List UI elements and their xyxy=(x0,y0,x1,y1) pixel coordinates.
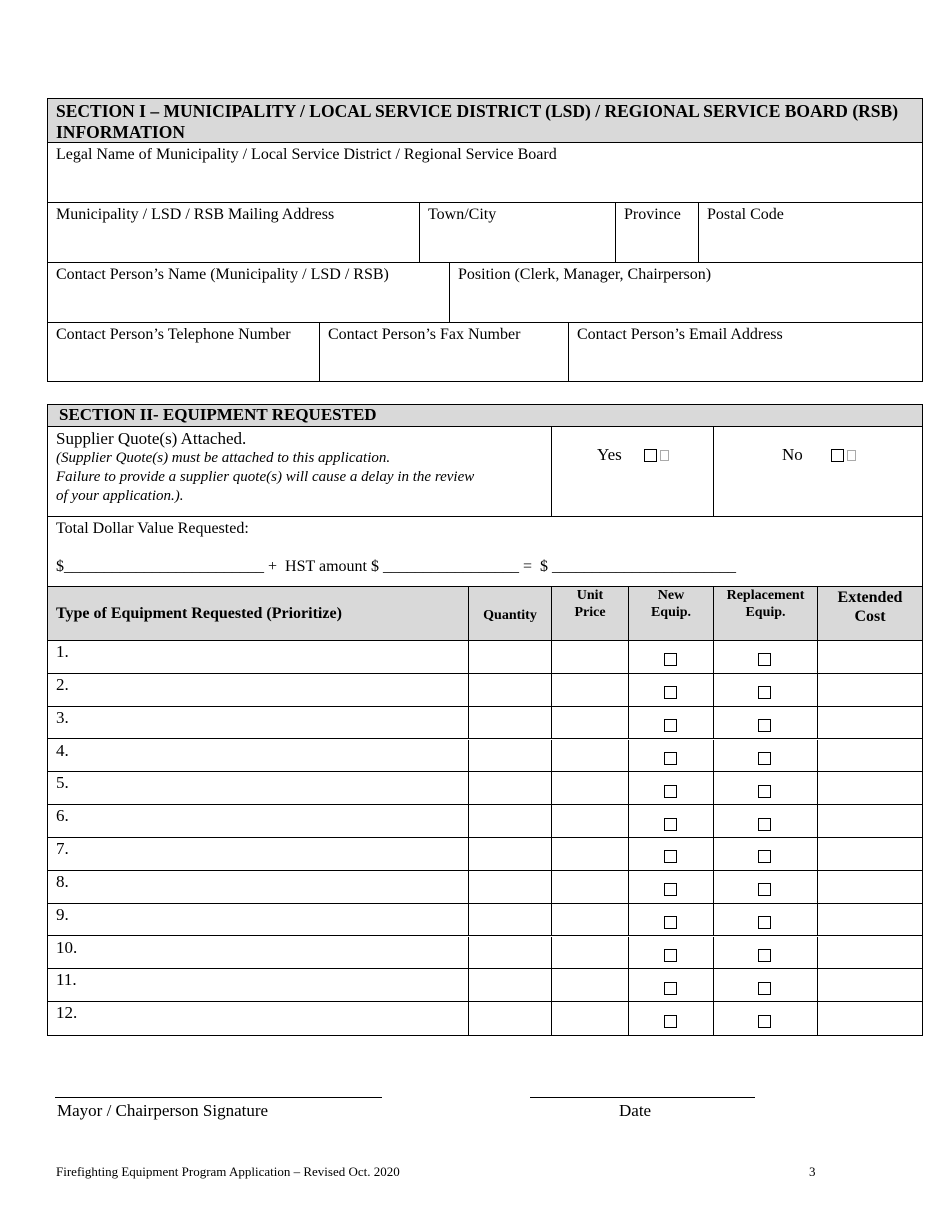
total-value-label: Total Dollar Value Requested: xyxy=(56,520,249,537)
row-quantity-cell[interactable] xyxy=(469,641,552,674)
col-unit-label-1: Unit xyxy=(576,588,604,603)
table-row xyxy=(48,805,922,838)
row-number: 7. xyxy=(56,839,69,858)
contact-name-label: Contact Person’s Name (Municipality / LSD / RSB) xyxy=(56,266,389,283)
new-equip-checkbox[interactable] xyxy=(664,653,677,666)
signature-line[interactable] xyxy=(55,1097,382,1098)
col-quantity-label: Quantity xyxy=(483,608,537,623)
postal-code-label: Postal Code xyxy=(707,206,784,223)
row-number: 9. xyxy=(56,904,69,924)
row-quantity-cell[interactable] xyxy=(469,772,552,805)
mailing-address-label: Municipality / LSD / RSB Mailing Address xyxy=(56,206,335,223)
row-quantity-cell[interactable] xyxy=(469,674,552,707)
row-type-cell[interactable] xyxy=(48,805,469,838)
row-new-equip-cell[interactable] xyxy=(629,904,714,937)
col-extended-cost-header xyxy=(818,587,922,641)
row-replacement-cell[interactable] xyxy=(714,1002,818,1035)
position-label: Position (Clerk, Manager, Chairperson) xyxy=(458,266,712,283)
row-type-cell[interactable] xyxy=(48,1002,469,1035)
legal-name-label: Legal Name of Municipality / Local Service District / Regional Service Board xyxy=(56,146,557,163)
equipment-rows xyxy=(48,641,922,1035)
replacement-checkbox[interactable] xyxy=(758,752,771,765)
row-number: 6. xyxy=(56,806,69,826)
replacement-checkbox[interactable] xyxy=(758,850,771,863)
table-row xyxy=(48,740,922,773)
row-unit-price-cell[interactable] xyxy=(552,937,629,970)
section2-table xyxy=(47,404,923,1036)
replacement-checkbox[interactable] xyxy=(758,653,771,666)
replacement-checkbox[interactable] xyxy=(758,1015,771,1028)
replacement-checkbox[interactable] xyxy=(758,686,771,699)
row-new-equip-cell[interactable] xyxy=(629,805,714,838)
legal-name-field[interactable] xyxy=(48,143,922,203)
no-label: No xyxy=(782,445,803,464)
table-row xyxy=(48,674,922,707)
replacement-checkbox[interactable] xyxy=(758,883,771,896)
yes-checkbox[interactable] xyxy=(644,449,657,462)
col-ext-label-2: Cost xyxy=(854,608,886,625)
table-row xyxy=(48,871,922,904)
row-extended-cost-cell[interactable] xyxy=(818,707,922,740)
col-repl-label-1: Replacement xyxy=(726,588,805,603)
province-label: Province xyxy=(624,206,681,223)
replacement-checkbox[interactable] xyxy=(758,982,771,995)
row-extended-cost-cell[interactable] xyxy=(818,740,922,773)
col-repl-label-2: Equip. xyxy=(745,605,786,620)
date-label: Date xyxy=(619,1101,652,1120)
new-equip-checkbox[interactable] xyxy=(664,850,677,863)
row-quantity-cell[interactable] xyxy=(469,838,552,871)
row-replacement-cell[interactable] xyxy=(714,937,818,970)
row-number: 4. xyxy=(56,740,69,760)
row-type-cell[interactable] xyxy=(48,740,469,773)
row-unit-price-cell[interactable] xyxy=(552,904,629,937)
new-equip-checkbox[interactable] xyxy=(664,719,677,732)
row-quantity-cell[interactable] xyxy=(469,805,552,838)
email-label: Contact Person’s Email Address xyxy=(577,326,783,343)
table-row xyxy=(48,904,922,937)
row-unit-price-cell[interactable] xyxy=(552,838,629,871)
table-row xyxy=(48,838,922,871)
row-extended-cost-cell[interactable] xyxy=(818,937,922,970)
row-quantity-cell[interactable] xyxy=(469,937,552,970)
replacement-checkbox[interactable] xyxy=(758,949,771,962)
position-field[interactable] xyxy=(450,263,922,323)
replacement-checkbox[interactable] xyxy=(758,916,771,929)
row-number: 1. xyxy=(56,642,69,661)
section1-title: SECTION I – MUNICIPALITY / LOCAL SERVICE DISTRICT (LSD) / REGIONAL SERVICE BOARD (RSB) INFORMATION xyxy=(56,101,899,142)
row-number: 11. xyxy=(56,970,77,990)
col-type-label: Type of Equipment Requested (Prioritize) xyxy=(56,604,342,622)
table-row xyxy=(48,937,922,970)
new-equip-checkbox[interactable] xyxy=(664,818,677,831)
date-line[interactable] xyxy=(530,1097,755,1098)
row-new-equip-cell[interactable] xyxy=(629,838,714,871)
col-unit-label-2: Price xyxy=(574,605,606,620)
new-equip-checkbox[interactable] xyxy=(664,883,677,896)
col-quantity-header xyxy=(469,587,552,641)
row-number: 3. xyxy=(56,707,69,727)
replacement-checkbox[interactable] xyxy=(758,785,771,798)
row-unit-price-cell[interactable] xyxy=(552,674,629,707)
postal-code-field[interactable] xyxy=(699,203,922,263)
row-extended-cost-cell[interactable] xyxy=(818,871,922,904)
supplier-quote-label: Supplier Quote(s) Attached. xyxy=(56,429,247,448)
no-checkbox-glyph xyxy=(847,450,856,461)
footer-text: Firefighting Equipment Program Application – Revised Oct. 2020 xyxy=(56,1164,400,1179)
row-quantity-cell[interactable] xyxy=(469,904,552,937)
row-new-equip-cell[interactable] xyxy=(629,1002,714,1035)
row-extended-cost-cell[interactable] xyxy=(818,838,922,871)
new-equip-checkbox[interactable] xyxy=(664,916,677,929)
row-replacement-cell[interactable] xyxy=(714,969,818,1002)
no-checkbox[interactable] xyxy=(831,449,844,462)
row-new-equip-cell[interactable] xyxy=(629,937,714,970)
yes-label: Yes xyxy=(597,445,622,464)
row-unit-price-cell[interactable] xyxy=(552,707,629,740)
phone-label: Contact Person’s Telephone Number xyxy=(56,326,291,343)
row-replacement-cell[interactable] xyxy=(714,772,818,805)
row-replacement-cell[interactable] xyxy=(714,838,818,871)
total-value-line[interactable]: $_________________________ + HST amount $ _________________ = $ _______________________ xyxy=(56,558,736,575)
col-new-equip-header xyxy=(629,587,714,641)
row-number: 10. xyxy=(56,937,78,957)
supplier-quote-note-3: of your application.). xyxy=(56,488,184,504)
row-new-equip-cell[interactable] xyxy=(629,772,714,805)
table-row xyxy=(48,772,922,805)
total-value-cell xyxy=(48,517,922,587)
contact-name-field[interactable] xyxy=(48,263,450,323)
row-replacement-cell[interactable] xyxy=(714,740,818,773)
row-unit-price-cell[interactable] xyxy=(552,772,629,805)
row-unit-price-cell[interactable] xyxy=(552,1002,629,1035)
row-type-cell[interactable] xyxy=(48,969,469,1002)
row-extended-cost-cell[interactable] xyxy=(818,904,922,937)
row-type-cell[interactable] xyxy=(48,904,469,937)
col-new-label-1: New xyxy=(657,588,685,603)
row-unit-price-cell[interactable] xyxy=(552,805,629,838)
row-number: 2. xyxy=(56,674,69,694)
replacement-checkbox[interactable] xyxy=(758,818,771,831)
row-unit-price-cell[interactable] xyxy=(552,740,629,773)
replacement-checkbox[interactable] xyxy=(758,719,771,732)
row-extended-cost-cell[interactable] xyxy=(818,641,922,674)
section1-header xyxy=(48,99,922,143)
row-number: 5. xyxy=(56,773,69,793)
row-type-cell[interactable] xyxy=(48,674,469,707)
page-number: 3 xyxy=(809,1164,816,1179)
row-type-cell[interactable] xyxy=(48,937,469,970)
row-new-equip-cell[interactable] xyxy=(629,707,714,740)
table-row xyxy=(48,1002,922,1035)
row-new-equip-cell[interactable] xyxy=(629,674,714,707)
supplier-quote-note-1: (Supplier Quote(s) must be attached to this application. xyxy=(56,450,391,466)
table-row xyxy=(48,707,922,740)
email-field[interactable] xyxy=(569,323,922,381)
row-type-cell[interactable] xyxy=(48,641,469,674)
row-new-equip-cell[interactable] xyxy=(629,641,714,674)
row-replacement-cell[interactable] xyxy=(714,904,818,937)
table-row xyxy=(48,969,922,1002)
row-type-cell[interactable] xyxy=(48,871,469,904)
signature-label: Mayor / Chairperson Signature xyxy=(57,1101,269,1120)
supplier-quote-cell xyxy=(48,427,552,517)
row-new-equip-cell[interactable] xyxy=(629,969,714,1002)
col-ext-label-1: Extended xyxy=(837,589,903,606)
table-row xyxy=(48,641,922,674)
yes-cell xyxy=(552,427,714,517)
row-number: 8. xyxy=(56,871,69,891)
row-number: 12. xyxy=(56,1003,78,1023)
new-equip-checkbox[interactable] xyxy=(664,752,677,765)
new-equip-checkbox[interactable] xyxy=(664,686,677,699)
row-new-equip-cell[interactable] xyxy=(629,740,714,773)
row-unit-price-cell[interactable] xyxy=(552,641,629,674)
col-type-header xyxy=(48,587,469,641)
row-extended-cost-cell[interactable] xyxy=(818,674,922,707)
row-extended-cost-cell[interactable] xyxy=(818,805,922,838)
row-quantity-cell[interactable] xyxy=(469,1002,552,1035)
new-equip-checkbox[interactable] xyxy=(664,949,677,962)
new-equip-checkbox[interactable] xyxy=(664,785,677,798)
row-type-cell[interactable] xyxy=(48,838,469,871)
row-type-cell[interactable] xyxy=(48,772,469,805)
mailing-address-field[interactable] xyxy=(48,203,420,263)
row-new-equip-cell[interactable] xyxy=(629,871,714,904)
row-quantity-cell[interactable] xyxy=(469,969,552,1002)
row-replacement-cell[interactable] xyxy=(714,674,818,707)
province-field[interactable] xyxy=(616,203,699,263)
supplier-quote-note-2: Failure to provide a supplier quote(s) will cause a delay in the review xyxy=(56,469,475,485)
col-unit-price-header xyxy=(552,587,629,641)
new-equip-checkbox[interactable] xyxy=(664,1015,677,1028)
yes-checkbox-glyph xyxy=(660,450,669,461)
phone-field[interactable] xyxy=(48,323,320,381)
new-equip-checkbox[interactable] xyxy=(664,982,677,995)
row-replacement-cell[interactable] xyxy=(714,871,818,904)
town-field[interactable] xyxy=(420,203,616,263)
col-replacement-header xyxy=(714,587,818,641)
row-quantity-cell[interactable] xyxy=(469,707,552,740)
fax-label: Contact Person’s Fax Number xyxy=(328,326,521,343)
row-unit-price-cell[interactable] xyxy=(552,969,629,1002)
row-replacement-cell[interactable] xyxy=(714,641,818,674)
fax-field[interactable] xyxy=(320,323,569,381)
row-type-cell[interactable] xyxy=(48,707,469,740)
row-replacement-cell[interactable] xyxy=(714,805,818,838)
row-extended-cost-cell[interactable] xyxy=(818,969,922,1002)
section1-table xyxy=(47,98,923,382)
col-new-label-2: Equip. xyxy=(650,605,692,620)
row-quantity-cell[interactable] xyxy=(469,871,552,904)
row-extended-cost-cell[interactable] xyxy=(818,772,922,805)
section2-title: SECTION II- EQUIPMENT REQUESTED xyxy=(59,405,377,424)
row-quantity-cell[interactable] xyxy=(469,740,552,773)
row-extended-cost-cell[interactable] xyxy=(818,1002,922,1035)
row-replacement-cell[interactable] xyxy=(714,707,818,740)
row-unit-price-cell[interactable] xyxy=(552,871,629,904)
section2-header xyxy=(48,405,922,427)
no-cell xyxy=(714,427,922,517)
town-label: Town/City xyxy=(428,206,497,223)
